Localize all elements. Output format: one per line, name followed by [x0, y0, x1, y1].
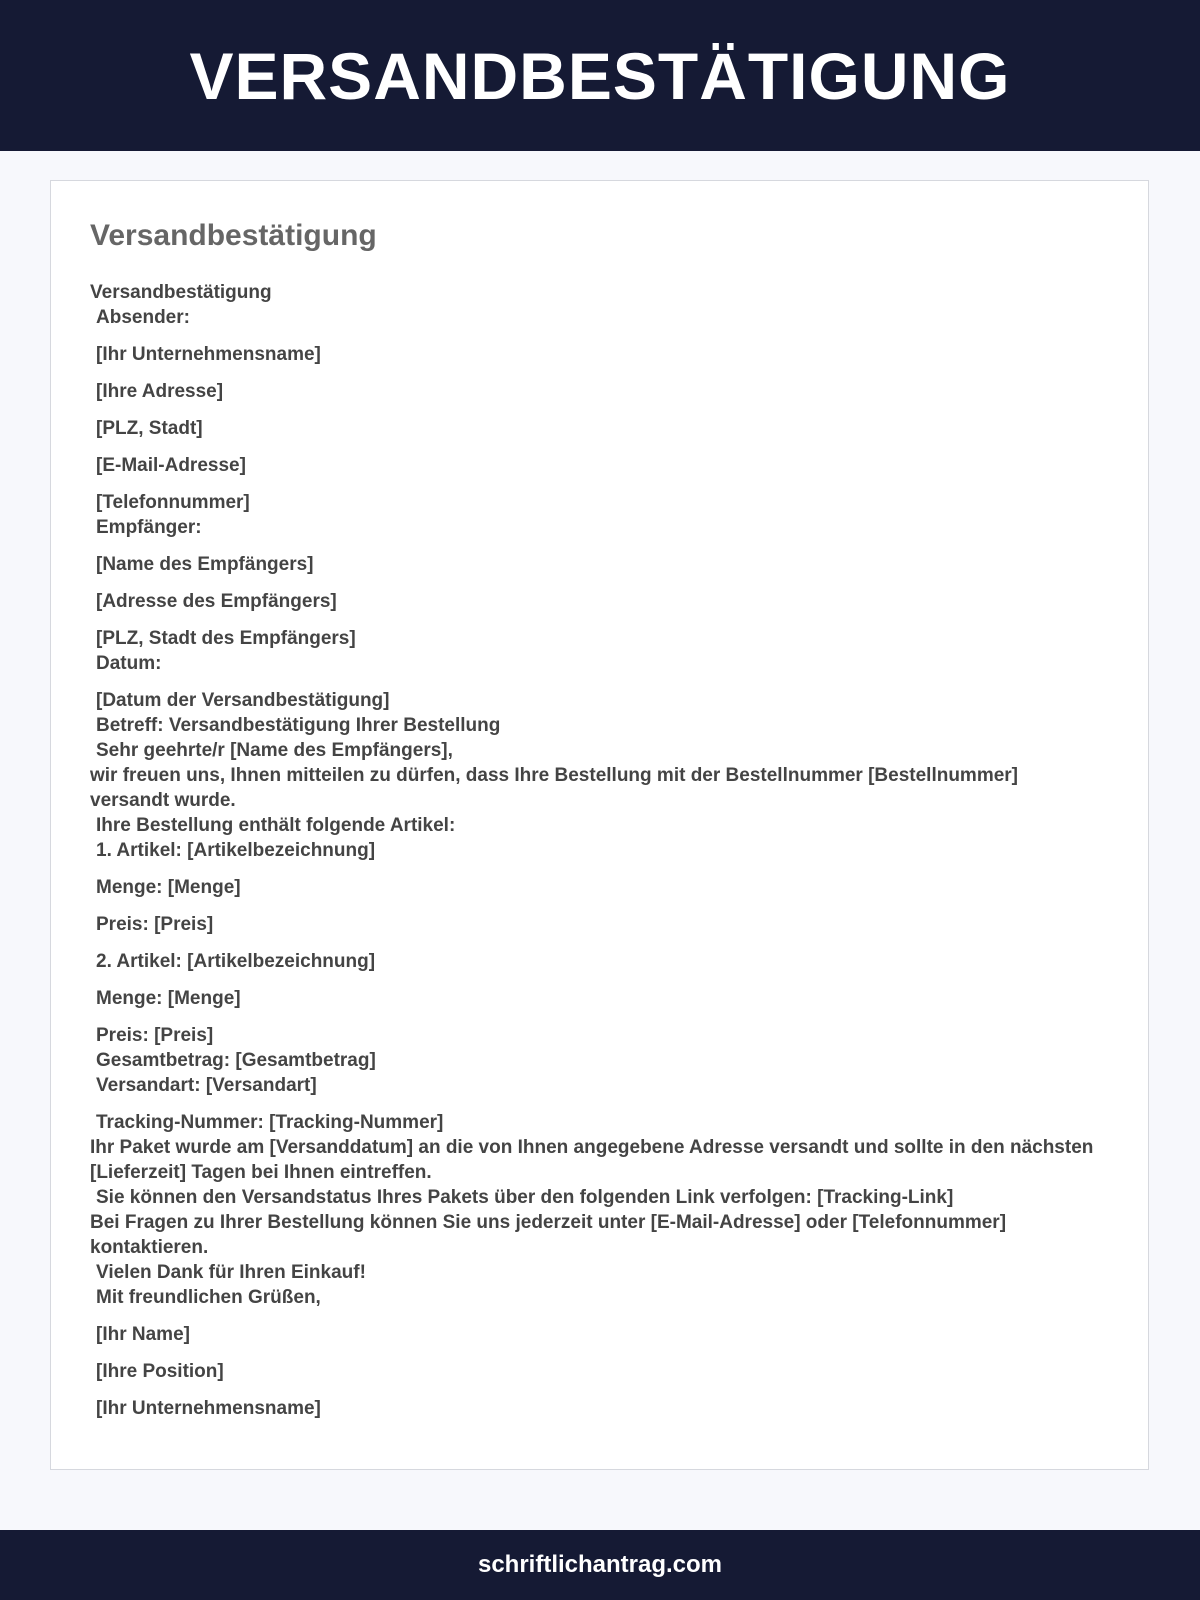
document-body [90, 280, 1100, 1421]
letter-line: Versandart: [Versandart] [96, 1075, 317, 1096]
letter-line: [Name des Empfängers] [96, 554, 314, 575]
letter-line: 1. Artikel: [Artikelbezeichnung] [96, 840, 376, 861]
letter-line: Empfänger: [96, 517, 202, 538]
letter-paragraph: Bei Fragen zu Ihrer Bestellung können Sie uns jederzeit unter [E-Mail-Adresse] oder [Telefonnummer] kontaktieren. [90, 1212, 1007, 1258]
letter-line: Sehr geehrte/r [Name des Empfängers], [96, 740, 453, 761]
letter-line: Mit freundlichen Grüßen, [96, 1287, 321, 1308]
bottom-banner [0, 1530, 1200, 1600]
letter-line: Tracking-Nummer: [Tracking-Nummer] [96, 1112, 444, 1133]
letter-line: Preis: [Preis] [96, 1025, 214, 1046]
letter-line: Gesamtbetrag: [Gesamtbetrag] [96, 1050, 376, 1071]
letter-line: Menge: [Menge] [96, 988, 241, 1009]
letter-line: Ihre Bestellung enthält folgende Artikel: [96, 815, 456, 836]
top-banner [0, 0, 1200, 151]
letter-line: [Ihre Adresse] [96, 381, 224, 402]
banner-title: VERSANDBESTÄTIGUNG [189, 38, 1011, 113]
document-heading: Versandbestätigung [90, 219, 377, 252]
letter-line: Betreff: Versandbestätigung Ihrer Bestellung [96, 715, 501, 736]
document-card [50, 180, 1149, 1470]
letter-line: [Ihr Name] [96, 1324, 190, 1345]
letter-line: Preis: [Preis] [96, 914, 214, 935]
letter-line: [Ihre Position] [96, 1361, 224, 1382]
letter-line: [PLZ, Stadt des Empfängers] [96, 628, 356, 649]
letter-line: Vielen Dank für Ihren Einkauf! [96, 1262, 366, 1283]
letter-line: Sie können den Versandstatus Ihres Pakets über den folgenden Link verfolgen: [Tracking-Link] [96, 1187, 954, 1208]
letter-line: [PLZ, Stadt] [96, 418, 203, 439]
letter-line: [Ihr Unternehmensname] [96, 1398, 321, 1419]
letter-line: Absender: [96, 307, 190, 328]
letter-line: 2. Artikel: [Artikelbezeichnung] [96, 951, 376, 972]
letter-line: Menge: [Menge] [96, 877, 241, 898]
letter-line: Datum: [96, 653, 162, 674]
letter-paragraph: wir freuen uns, Ihnen mitteilen zu dürfen, dass Ihre Bestellung mit der Bestellnummer [Bestellnummer] versandt wurde. [90, 765, 1019, 811]
letter-line: [Ihr Unternehmensname] [96, 344, 321, 365]
letter-line: Versandbestätigung [90, 282, 272, 303]
letter-line: [E-Mail-Adresse] [96, 455, 246, 476]
footer-site-name: schriftlichantrag.com [477, 1551, 723, 1578]
letter-line: [Telefonnummer] [96, 492, 250, 513]
letter-line: [Datum der Versandbestätigung] [96, 690, 390, 711]
letter-paragraph: Ihr Paket wurde am [Versanddatum] an die von Ihnen angegebene Adresse versandt und sollte in den nächsten [Lieferzeit] Tagen bei Ihnen eintreffen. [90, 1137, 1094, 1183]
letter-line: [Adresse des Empfängers] [96, 591, 337, 612]
